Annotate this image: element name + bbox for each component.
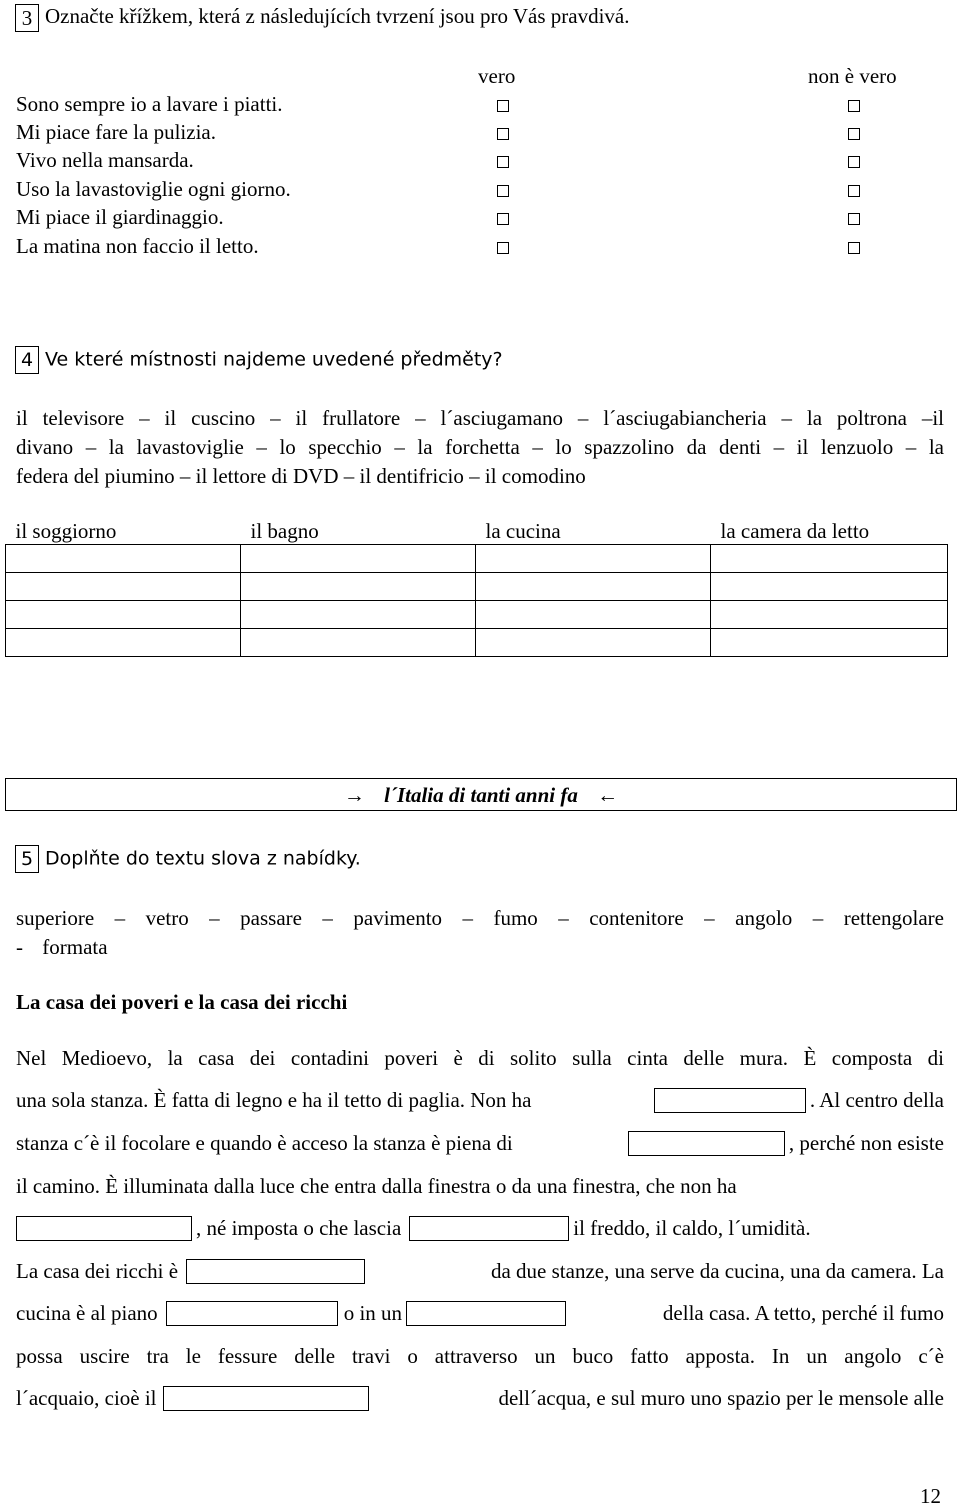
- section-instruction: Doplňte do textu slova z nabídky.: [45, 847, 361, 870]
- text-fragment: stanza c´è il focolare e quando è acceso la stanza è piena di: [16, 1131, 513, 1155]
- text-fragment: La casa dei ricchi è: [16, 1259, 179, 1283]
- text-line: [16, 1301, 944, 1326]
- word-bank-line: federa del piumino – il lettore di DVD – il dentifricio – il comodino: [16, 464, 586, 488]
- text-line: [16, 1131, 944, 1156]
- table-row: [6, 573, 948, 601]
- text-line: [16, 1088, 944, 1113]
- section-3-heading: [15, 4, 629, 32]
- column-header-true: vero: [478, 64, 516, 88]
- blank-field[interactable]: [16, 1216, 192, 1241]
- room-header: il soggiorno: [6, 517, 241, 545]
- blank-field[interactable]: [654, 1088, 806, 1113]
- text-line: [16, 1386, 944, 1411]
- table-cell[interactable]: [476, 629, 711, 657]
- table-cell[interactable]: [6, 601, 241, 629]
- blank-field[interactable]: [166, 1301, 338, 1326]
- page-number: 12: [920, 1484, 941, 1508]
- section-5-heading: [15, 845, 361, 873]
- text-line: il camino. È illuminata dalla luce che entra dalla finestra o da una finestra, che non ha: [16, 1174, 737, 1198]
- text-fragment: . Al centro della: [809, 1088, 944, 1112]
- checkbox-true[interactable]: [497, 185, 509, 197]
- blank-field[interactable]: [628, 1131, 785, 1156]
- statement: Sono sempre io a lavare i piatti.: [16, 92, 283, 116]
- blank-field[interactable]: [163, 1386, 369, 1411]
- text-fragment: o in un: [343, 1301, 403, 1325]
- text-title: La casa dei poveri e la casa dei ricchi: [16, 990, 348, 1014]
- blank-field[interactable]: [186, 1259, 365, 1284]
- text-fragment: , né imposta o che lascia: [196, 1216, 402, 1240]
- left-arrow-icon: ←: [597, 783, 619, 807]
- room-header: la camera da letto: [711, 517, 948, 545]
- table-cell[interactable]: [241, 573, 476, 601]
- statement: Uso la lavastoviglie ogni giorno.: [16, 177, 291, 201]
- room-header: il bagno: [241, 517, 476, 545]
- checkbox-true[interactable]: [497, 128, 509, 140]
- rooms-table: [5, 517, 948, 657]
- column-header-false: non è vero: [808, 64, 897, 88]
- rooms-header-row: [6, 517, 948, 545]
- text-fragment: l´acquaio, cioè il: [16, 1386, 157, 1410]
- section-4-heading: [15, 346, 503, 374]
- word-bank-line: divano – la lavastoviglie – lo specchio – la forchetta – lo spazzolino da denti – il lenzuolo – la: [16, 435, 944, 459]
- text-fragment: della casa. A tetto, perché il fumo: [662, 1301, 944, 1325]
- text-fragment: da due stanze, una serve da cucina, una da camera. La: [490, 1259, 944, 1283]
- checkbox-false[interactable]: [848, 100, 860, 112]
- checkbox-true[interactable]: [497, 213, 509, 225]
- statement: Mi piace il giardinaggio.: [16, 205, 224, 229]
- table-cell[interactable]: [711, 545, 948, 573]
- statement: La matina non faccio il letto.: [16, 234, 259, 258]
- section-instruction: Ve které místnosti najdeme uvedené předměty?: [45, 348, 503, 371]
- table-cell[interactable]: [711, 573, 948, 601]
- table-cell[interactable]: [6, 545, 241, 573]
- table-row: [6, 545, 948, 573]
- text-fragment: , perché non esiste: [788, 1131, 944, 1155]
- section-number: 4: [15, 346, 39, 374]
- table-cell[interactable]: [6, 573, 241, 601]
- blank-field[interactable]: [409, 1216, 569, 1241]
- checkbox-true[interactable]: [497, 242, 509, 254]
- checkbox-true[interactable]: [497, 100, 509, 112]
- table-cell[interactable]: [476, 573, 711, 601]
- word-bank-line: il televisore – il cuscino – il frullatore – l´asciugamano – l´asciugabiancheria – la poltrona –il: [16, 406, 944, 430]
- right-arrow-icon: →: [343, 783, 365, 807]
- table-cell[interactable]: [711, 629, 948, 657]
- text-line: possa uscire tra le fessure delle travi o attraverso un buco fatto apposta. In un angolo c´è: [16, 1344, 944, 1368]
- table-cell[interactable]: [476, 545, 711, 573]
- checkbox-false[interactable]: [848, 213, 860, 225]
- checkbox-false[interactable]: [848, 242, 860, 254]
- text-fragment: cucina è al piano: [16, 1301, 158, 1325]
- table-row: [6, 601, 948, 629]
- section-number: 5: [15, 845, 39, 873]
- table-cell[interactable]: [6, 629, 241, 657]
- table-cell[interactable]: [711, 601, 948, 629]
- text-fragment: dell´acqua, e sul muro uno spazio per le mensole alle: [498, 1386, 944, 1410]
- table-cell[interactable]: [476, 601, 711, 629]
- checkbox-false[interactable]: [848, 128, 860, 140]
- table-row: [6, 629, 948, 657]
- statement: Mi piace fare la pulizia.: [16, 120, 216, 144]
- title-banner: [5, 778, 957, 811]
- text-line: [16, 1259, 944, 1284]
- blank-field[interactable]: [406, 1301, 566, 1326]
- table-cell[interactable]: [241, 629, 476, 657]
- table-cell[interactable]: [241, 601, 476, 629]
- checkbox-false[interactable]: [848, 156, 860, 168]
- banner-title: l´Italia di tanti anni fa: [384, 783, 578, 807]
- checkbox-false[interactable]: [848, 185, 860, 197]
- text-fragment: una sola stanza. È fatta di legno e ha il tetto di paglia. Non ha: [16, 1088, 532, 1112]
- section-number: 3: [15, 4, 39, 32]
- word-bank: superiore – vetro – passare – pavimento – fumo – contenitore – angolo – rettengolare - formata: [16, 906, 944, 959]
- statement: Vivo nella mansarda.: [16, 148, 194, 172]
- text-fragment: il freddo, il caldo, l´umidità.: [573, 1216, 811, 1240]
- word-bank: [16, 404, 944, 491]
- table-cell[interactable]: [241, 545, 476, 573]
- room-header: la cucina: [476, 517, 711, 545]
- checkbox-true[interactable]: [497, 156, 509, 168]
- text-line: [16, 1216, 944, 1241]
- text-line: Nel Medioevo, la casa dei contadini poveri è di solito sulla cinta delle mura. È composta di: [16, 1046, 944, 1070]
- section-instruction: Označte křížkem, která z následujících tvrzení jsou pro Vás pravdivá.: [45, 4, 630, 28]
